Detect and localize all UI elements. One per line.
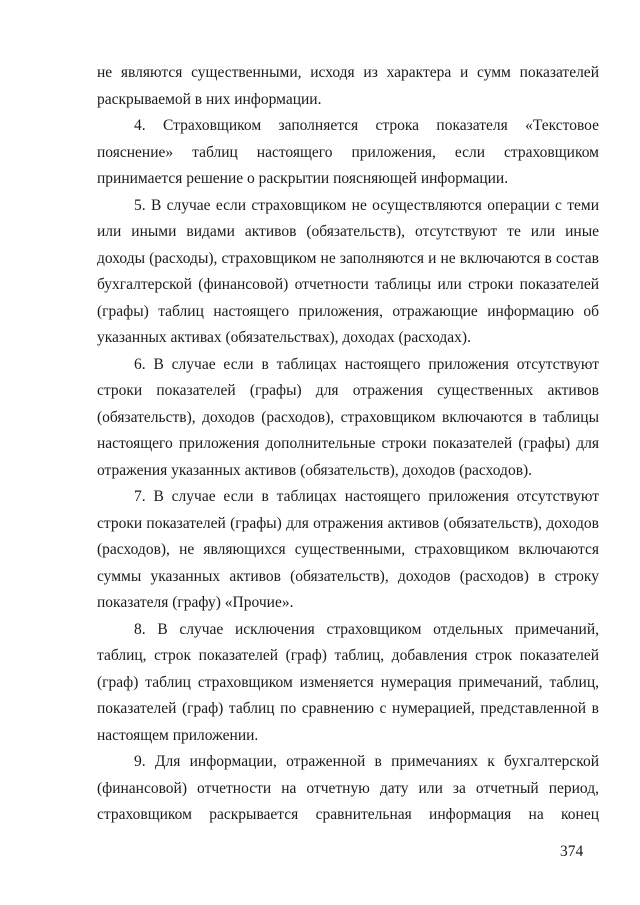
- paragraph-8: 8. В случае исключения страховщиком отдельных примечаний, таблиц, строк показателей (граф) таблиц, добавления строк показателей (граф) таблиц страховщиком изменяется нумерация примечаний, таблиц, показателей (граф) таблиц по сравнению с нумерацией, представленной в настоящем приложении.: [97, 620, 599, 744]
- paragraph-7: 7. В случае если в таблицах настоящего приложения отсутствуют строки показателей (графы) для отражения активов (обязательств), доходов (расходов), не являющихся существенными, страховщиком включаются суммы указанных активов (обязательств), доходов (расходов) в строку показателя (графу) «Прочие».: [97, 488, 599, 611]
- page-number: 374: [560, 843, 584, 860]
- paragraph-4: 4. Страховщиком заполняется строка показателя «Текстовое пояснение» таблиц настоящего приложения, если страховщиком принимается решение о раскрытии поясняющей информации.: [97, 117, 599, 187]
- paragraph-6: 6. В случае если в таблицах настоящего приложения отсутствуют строки показателей (графы) для отражения существенных активов (обязательств), доходов (расходов), страховщиком включаются в таблицы настоящего приложения дополнительные строки показателей (графы) для отражения указанных активов (обязательств), доходов (расходов).: [97, 355, 599, 479]
- body-text: [97, 60, 599, 829]
- paragraph-5: 5. В случае если страховщиком не осуществляются операции с теми или иными видами активов (обязательств), отсутствуют те или иные доходы (расходы), страховщиком не заполняются и не включаются в состав бухгалтерской (финансовой) отчетности таблицы или строки показателей (графы) таблиц настоящего приложения, отражающие информацию об указанных активах (обязательствах), доходах (расходах).: [97, 196, 599, 346]
- paragraph-9: 9. Для информации, отраженной в примечаниях к бухгалтерской (финансовой) отчетности на отчетную дату или за отчетный период, страховщиком раскрывается сравнительная информация на конец: [97, 753, 599, 823]
- paragraph-continuation: не являются существенными, исходя из характера и сумм показателей раскрываемой в них информации.: [97, 64, 599, 108]
